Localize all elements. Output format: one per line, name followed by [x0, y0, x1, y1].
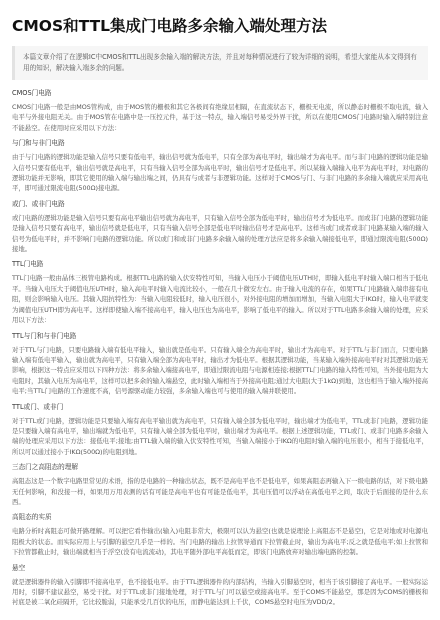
section-paragraph: CMOS门电路一般是由MOS管构成，由于MOS管的栅极和其它各极间有绝缘层相隔，在直流状态下，栅极无电流，所以静态时栅极不取电流，输入电平与外接电阻无关。由于MOS管在电路中是一压控元件，基于这一特点，输入端信号易受外界干扰，所以在使用CMOS门电路时输入端特别注意不能悬空。在使用时应采用以下方法： — [12, 103, 428, 132]
section-paragraph: 电路分析时高阻态可做开路理解。可以把它看作输出(输入)电阻非常大，极限可以认为悬空(也就是说理论上高阻态不是悬空)，它是对地或对电源电阻极大的状态。而实际应用上与引脚的悬空几乎是一样的。当门电路的输出上拉管导通而下拉管截止时，输出为高电平;反之就是低电平;如上拉管和下拉管都截止时，输出端就相当于浮空(没有电流流动)，其电平随外部电平高低而定，即该门电路放弃对输出端电路的控制。 — [12, 527, 428, 557]
section-heading: TTL与门和与非门电路 — [12, 331, 77, 340]
section-paragraph: 对于TTL或门电路，逻辑功能是只要输入端有高电平输出就为高电平，只有输入端全部为低电平时，输出端才为低电平，TTL或非门电路，逻辑功能是只要输入端有高电平，输出端就为低电平，只有输入端全部为低电平时，输出端才为高电平。根据上述逻辑功能，TTL或门、或非门电路多余输入端的处理应采用以下方法：接低电平;接地;由TTL输入端的输入伏安特性可知，当输入端接小于IKΩ的电阻时输入端的电压很小，相当于接低电平，所以可以通过接小于IKΩ(500Ω)的电阻到地。 — [12, 416, 428, 456]
section-paragraph: 高阻态这是一个数字电路里常见的术语，指的是电路的一种输出状态，既不是高电平也不是低电平，如果高阻态再输入下一级电路的话，对下级电路无任何影响，和没接一样，如果用万用表测的话有可能是高电平也有可能是低电平，其电压值可以浮动在高低电平之间，取决于后面接的是什么东西。 — [12, 477, 428, 506]
section-heading: CMOS门电路 — [12, 89, 52, 97]
section-paragraph: 由于与门电路的逻辑功能是输入信号只要有低电平，输出信号就为低电平，只有全部为高电平时，输出端才为高电平。而与非门电路的逻辑功能是输入信号只要有低电平，输出信号就是高电平，只有当输入信号全部为高电平时，输出信号才是低电平。所以某输入端输入电平为高电平时，对电路的逻辑功能并无影响，即其它使用的输入端与输出端之间，仍具有与或者与非逻辑功能。这样对于CMOS与门、与非门电路的多余输入端就应采用高电平，即可通过限流电阻(500Ω)接电源。 — [12, 153, 428, 193]
article-intro: 本篇文章介绍了在逻辑IC中CMOS和TTL出现多余输入端的解决方法，并且对每种情况进行了较为详细的说明，希望大家能从本文得到有用的知识，解决输入端多余的问题。 — [12, 46, 428, 80]
section-paragraph: 就是逻辑器件的输入引脚即不接高电平，也不接低电平。由于TTL逻辑器件的内部结构，当输入引脚悬空时，相当于该引脚接了高电平。一般实际运用时，引脚不建议悬空，易受干扰。对于TTL或非门接地处理，对于TTL与门可以悬空或接高电平。至于COMS不能悬空，那是因为COMS的栅极和衬底是被二氧化硅隔开，它比较脆弱，只能承受几百伏的电压，而静电能达到上千伏，COMS悬空时电压为VDD/2。 — [12, 577, 428, 607]
article-body — [12, 88, 428, 608]
section-paragraph: TTL门电路一般由晶体三极管电路构成。根据TTL电路的输入伏安特性可知，当输入电压小于阈值电压UTH时，即输入低电平时输入端口相当于低电平。当输入电压大于阈值电压UTH时，输入高电平时输入电流比较小，一般在几十微安左右。由于输入电流的存在，如果TTL门电路输入端串接有电阻，则会影响输入电压。其输入阻抗特性为：当输入电阻较低时，输入电压很小，对外接电阻的增加而增加，当输入电阻大于IKΩ时，输入电平就变为阈值电压UTH即为高电平。这样即使输入端不接高电平，输入电压也为高电平，影响了低电平的输入。所以对于TTL电路多余输入端的处理，应采用以下方法： — [12, 274, 428, 325]
section-heading: TTL门电路 — [12, 260, 44, 269]
section-paragraph: 或门电路的逻辑功能是输入信号只要有高电平输出信号就为高电平，只有输入信号全部为低电平时，输出信号才为低电平。而或非门电路的逻辑功能是输入信号只要有高电平，输出信号就是低电平，只有当输入信号全部是低电平时输出信号才是高电平。这样当或门或者或非门电路某输入端的输入信号为低电平时，并不影响门电路的逻辑功能。所以或门和或非门电路多余输入端的处理方法应是将多余输入端接低电平，即通过限流电阻(500Ω)接地。 — [12, 213, 428, 254]
section-heading: 三态门之高阻态的理解 — [12, 463, 78, 472]
section-heading: 高阻态的实质 — [12, 513, 52, 522]
section-heading: 或门、或非门电路 — [12, 199, 65, 208]
article-title: CMOS和TTL集成门电路多余输入端处理方法 — [12, 17, 328, 35]
section-heading: TTL或门、或非门 — [12, 402, 64, 411]
section-heading: 与门和与非门电路 — [12, 139, 65, 148]
section-heading: 悬空 — [12, 563, 26, 572]
section-paragraph: 对于TTL与门电路，只要电路输入端有低电平输入，输出就是低电平。只有输入端全为高电平时，输出才为高电平。对于TTL与非门而言，只要电路输入端有低电平输入，输出就为高电平，只有输入端全部为高电平时，输出才为低电平。根据其逻辑功能，当某输入端外接高电平时对其逻辑功能无影响，根据这一特点应采用以下四种方法：将多余输入端接高电平，即通过限流电阻与电源相连接;根据TTL门电路的输入特性可知，当外接电阻为大电阻时，其输入电压为高电平，这样可以把多余的输入端悬空，此时输入端相当于外接高电阻;通过大电阻(大于1kΩ)到地，这也相当于输入端外接高电平;当TTL门电路的工作速度不高，信号源驱动能力较强，多余输入端也可与使用的输入端并联使用。 — [12, 345, 429, 396]
